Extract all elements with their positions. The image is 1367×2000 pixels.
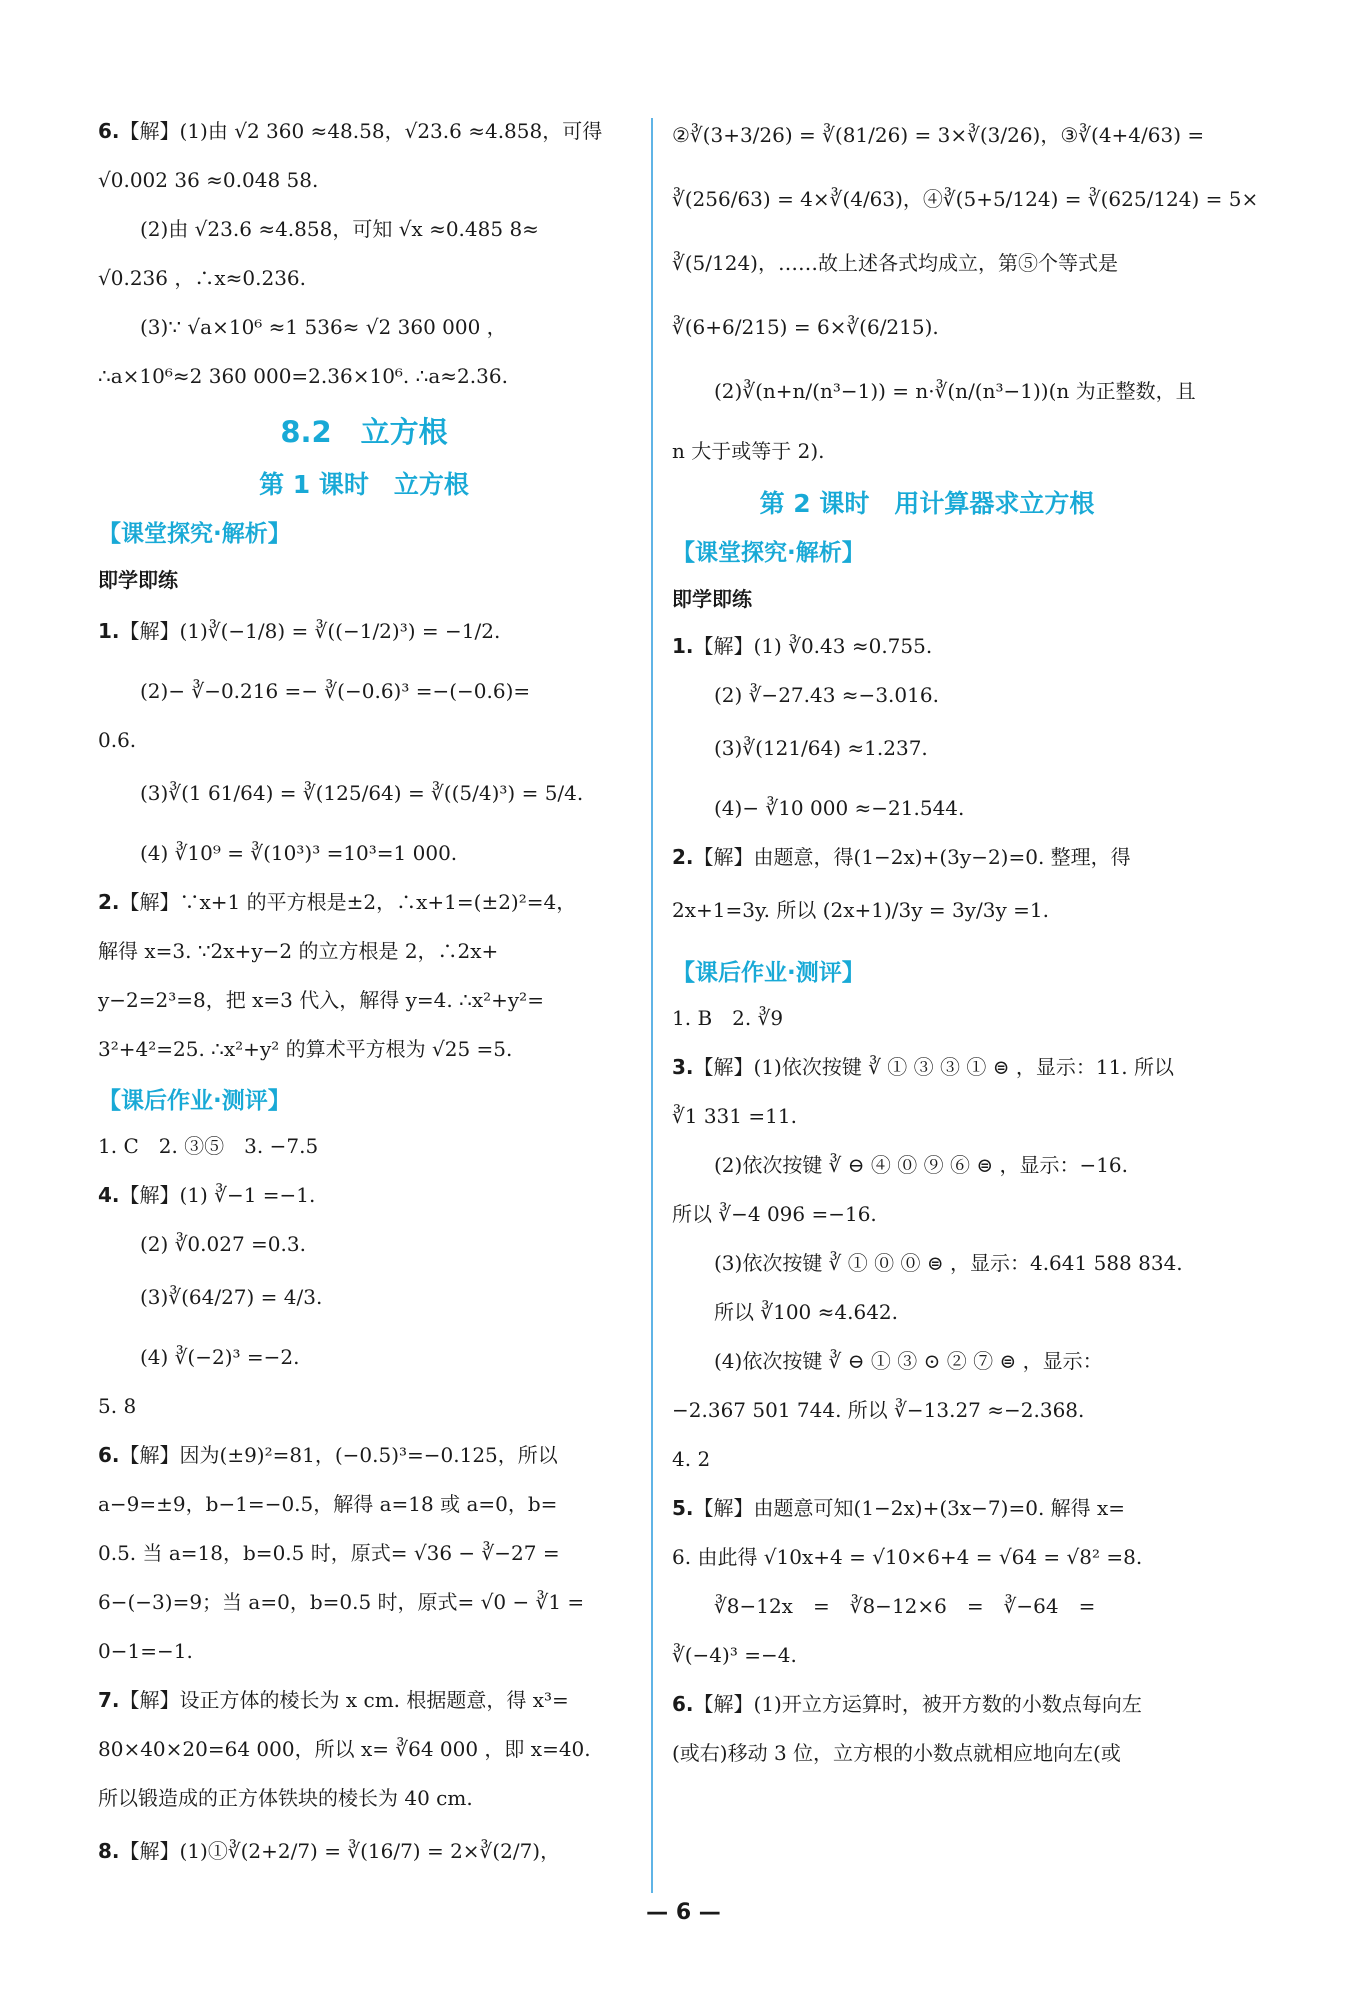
text-line bbox=[672, 1299, 1182, 1325]
section-title bbox=[98, 412, 630, 452]
right-column bbox=[672, 118, 1259, 1789]
section-heading bbox=[672, 537, 1182, 569]
line-text: (4) ∛(−2)³ =−2. bbox=[140, 1345, 300, 1369]
text-line bbox=[98, 1036, 630, 1062]
line-text: y−2=2³=8，把 x=3 代入，解得 y=4. ∴x²+y²= bbox=[98, 988, 544, 1012]
line-text: 5. 8 bbox=[98, 1394, 137, 1418]
text-line bbox=[672, 1250, 1182, 1276]
text-line bbox=[98, 840, 630, 866]
line-text: (3)∵ √a×10⁶ ≈1 536≈ √2 360 000 ， bbox=[140, 315, 507, 339]
text-line bbox=[98, 216, 630, 242]
subheading bbox=[98, 566, 630, 594]
text-line bbox=[672, 438, 1182, 464]
text-line bbox=[98, 1638, 630, 1664]
line-text: (3)∛(121/64) ≈1.237. bbox=[714, 736, 928, 760]
text-line bbox=[672, 1103, 1182, 1129]
text-line bbox=[672, 1740, 1182, 1766]
text-line bbox=[672, 1593, 1182, 1619]
line-text: 8.2 立方根 bbox=[280, 415, 448, 449]
page-number: — 6 — bbox=[646, 1900, 721, 1925]
line-text: 【课后作业·测评】 bbox=[672, 960, 865, 986]
text-line bbox=[672, 1446, 1182, 1472]
question-number: 1. bbox=[672, 634, 694, 658]
lesson-title bbox=[672, 487, 1182, 521]
text-line bbox=[98, 1491, 630, 1517]
section-heading bbox=[98, 518, 630, 550]
subheading bbox=[672, 585, 1182, 613]
line-text: 【解】(1) ∛0.43 ≈0.755. bbox=[693, 634, 933, 658]
line-text: (或右)移动 3 位，立方根的小数点就相应地向左(或 bbox=[672, 1741, 1121, 1765]
text-line bbox=[98, 1280, 630, 1314]
line-text: 3²+4²=25. ∴x²+y² 的算术平方根为 √25 =5. bbox=[98, 1037, 513, 1061]
question-number: 2. bbox=[672, 845, 694, 869]
question-number: 4. bbox=[98, 1183, 120, 1207]
line-text: ∛(−4)³ =−4. bbox=[672, 1643, 797, 1667]
text-line bbox=[98, 1540, 630, 1566]
line-text: 2x+1=3y. 所以 (2x+1)/3y = 3y/3y =1. bbox=[672, 898, 1049, 922]
text-line bbox=[672, 731, 1182, 765]
left-column bbox=[98, 118, 630, 1898]
text-line bbox=[98, 889, 630, 915]
column-divider bbox=[651, 118, 653, 1893]
text-line bbox=[672, 1348, 1182, 1374]
text-line bbox=[98, 987, 630, 1013]
line-text: (2) ∛0.027 =0.3. bbox=[140, 1232, 306, 1256]
text-line bbox=[672, 1642, 1182, 1668]
line-text: 6−(−3)=9；当 a=0，b=0.5 时，原式= √0 − ∛1 = bbox=[98, 1590, 585, 1614]
text-line bbox=[672, 1005, 1182, 1031]
text-line bbox=[98, 938, 630, 964]
text-line bbox=[98, 614, 630, 648]
line-text: ∛(6+6/215) = 6×∛(6/215). bbox=[672, 315, 939, 339]
line-text: 所以锻造成的正方体铁块的棱长为 40 cm. bbox=[98, 1786, 473, 1810]
line-text: 【解】由题意可知(1−2x)+(3x−7)=0. 解得 x= bbox=[693, 1496, 1126, 1520]
text-line bbox=[98, 314, 630, 340]
text-line bbox=[98, 1834, 630, 1868]
text-line bbox=[98, 1133, 630, 1159]
line-text: ∴a×10⁶≈2 360 000=2.36×10⁶. ∴a≈2.36. bbox=[98, 364, 508, 388]
question-number: 2. bbox=[98, 890, 120, 914]
question-number: 3. bbox=[672, 1055, 694, 1079]
line-text: 第 1 课时 立方根 bbox=[259, 470, 469, 499]
line-text: 【解】由题意，得(1−2x)+(3y−2)=0. 整理，得 bbox=[693, 845, 1131, 869]
question-number: 5. bbox=[672, 1496, 694, 1520]
text-line bbox=[98, 1393, 630, 1419]
text-line bbox=[98, 265, 630, 291]
line-text: 0.5. 当 a=18，b=0.5 时，原式= √36 − ∛−27 = bbox=[98, 1541, 560, 1565]
line-text: 80×40×20=64 000，所以 x= ∛64 000 ，即 x=40. bbox=[98, 1737, 591, 1761]
line-text: 【课后作业·测评】 bbox=[98, 1088, 291, 1114]
text-line bbox=[672, 1201, 1182, 1227]
question-number: 6. bbox=[672, 1692, 694, 1716]
line-text: (4)依次按键 ∛ ⊖ ① ③ ⊙ ② ⑦ ⊜ ，显示： bbox=[714, 1349, 1103, 1373]
text-line bbox=[98, 167, 630, 193]
line-text: 【解】设正方体的棱长为 x cm. 根据题意，得 x³= bbox=[119, 1688, 569, 1712]
question-number: 6. bbox=[98, 1443, 120, 1467]
line-text: 【解】∵x+1 的平方根是±2，∴x+1=(±2)²=4， bbox=[119, 890, 577, 914]
text-line bbox=[672, 118, 1205, 152]
line-text: ②∛(3+3/26) = ∛(81/26) = 3×∛(3/26)，③∛(4+4/63) = bbox=[672, 123, 1205, 147]
text-line bbox=[672, 1544, 1182, 1570]
line-text: 1. B 2. ∛9 bbox=[672, 1006, 784, 1030]
line-text: 所以 ∛100 ≈4.642. bbox=[714, 1300, 899, 1324]
section-heading bbox=[98, 1085, 630, 1117]
line-text: (2)∛(n+n/(n³−1)) = n·∛(n/(n³−1))(n 为正整数，且 bbox=[714, 379, 1196, 403]
text-line bbox=[98, 1344, 630, 1370]
text-line bbox=[672, 246, 1182, 280]
line-text: (2) ∛−27.43 ≈−3.016. bbox=[714, 683, 939, 707]
line-text: 4. 2 bbox=[672, 1447, 711, 1471]
lesson-title bbox=[98, 468, 630, 502]
text-line bbox=[98, 727, 630, 753]
text-line bbox=[672, 682, 1182, 708]
question-number: 1. bbox=[98, 619, 120, 643]
text-line bbox=[672, 1397, 1182, 1423]
line-text: 6. 由此得 √10x+4 = √10×6+4 = √64 = √8² =8. bbox=[672, 1545, 1143, 1569]
text-line bbox=[98, 118, 630, 144]
text-line bbox=[98, 678, 630, 704]
text-line bbox=[672, 310, 1182, 344]
text-line bbox=[672, 844, 1182, 870]
line-text: ∛(256/63) = 4×∛(4/63)，④∛(5+5/124) = ∛(625/124) = 5× bbox=[672, 187, 1259, 211]
text-line bbox=[672, 1691, 1182, 1717]
line-text: ∛1 331 =11. bbox=[672, 1104, 797, 1128]
line-text: 即学即练 bbox=[98, 568, 178, 592]
line-text: 第 2 课时 用计算器求立方根 bbox=[759, 489, 1095, 518]
line-text: (4)− ∛10 000 ≈−21.544. bbox=[714, 796, 965, 820]
question-number: 6. bbox=[98, 119, 120, 143]
text-line bbox=[672, 1495, 1182, 1521]
text-line bbox=[672, 633, 1182, 659]
line-text: (4) ∛10⁹ = ∛(10³)³ =10³=1 000. bbox=[140, 841, 458, 865]
section-heading bbox=[672, 957, 1182, 989]
line-text: 【解】(1)依次按键 ∛ ① ③ ③ ① ⊜ ，显示：11. 所以 bbox=[693, 1055, 1175, 1079]
line-text: ∛(5/124)，……故上述各式均成立，第⑤个等式是 bbox=[672, 251, 1118, 275]
text-line bbox=[98, 1589, 630, 1615]
text-line bbox=[98, 1736, 630, 1762]
text-line bbox=[672, 374, 1196, 408]
line-text: (2)− ∛−0.216 =− ∛(−0.6)³ =−(−0.6)= bbox=[140, 679, 531, 703]
line-text: ∛8−12x = ∛8−12×6 = ∛−64 = bbox=[714, 1594, 1096, 1618]
line-text: 【解】(1) ∛−1 =−1. bbox=[119, 1183, 316, 1207]
line-text: 【解】(1)①∛(2+2/7) = ∛(16/7) = 2×∛(2/7)， bbox=[119, 1839, 561, 1863]
line-text: √0.002 36 ≈0.048 58. bbox=[98, 168, 319, 192]
line-text: 【课堂探究·解析】 bbox=[672, 540, 865, 566]
line-text: 【解】因为(±9)²=81，(−0.5)³=−0.125，所以 bbox=[119, 1443, 558, 1467]
line-text: 解得 x=3. ∵2x+y−2 的立方根是 2，∴2x+ bbox=[98, 939, 499, 963]
line-text: 【解】(1)开立方运算时，被开方数的小数点每向左 bbox=[693, 1692, 1142, 1716]
text-line bbox=[672, 1054, 1182, 1080]
line-text: n 大于或等于 2). bbox=[672, 439, 825, 463]
text-line bbox=[98, 1687, 630, 1713]
line-text: (3)∛(64/27) = 4/3. bbox=[140, 1285, 323, 1309]
line-text: 0−1=−1. bbox=[98, 1639, 193, 1663]
line-text: 【解】(1)由 √2 360 ≈48.58，√23.6 ≈4.858，可得 bbox=[119, 119, 603, 143]
line-text: 1. C 2. ③⑤ 3. −7.5 bbox=[98, 1134, 319, 1158]
line-text: (2)由 √23.6 ≈4.858，可知 √x ≈0.485 8≈ bbox=[140, 217, 539, 241]
line-text: 【解】(1)∛(−1/8) = ∛((−1/2)³) = −1/2. bbox=[119, 619, 501, 643]
text-line bbox=[672, 893, 1182, 927]
line-text: 【课堂探究·解析】 bbox=[98, 521, 291, 547]
text-line bbox=[672, 795, 1182, 821]
line-text: 即学即练 bbox=[672, 587, 752, 611]
line-text: a−9=±9，b−1=−0.5，解得 a=18 或 a=0，b= bbox=[98, 1492, 558, 1516]
line-text: √0.236 ，∴x≈0.236. bbox=[98, 266, 307, 290]
text-line bbox=[98, 363, 630, 389]
text-line bbox=[98, 1442, 630, 1468]
text-line bbox=[672, 182, 1259, 216]
text-line bbox=[98, 1182, 630, 1208]
line-text: 0.6. bbox=[98, 728, 137, 752]
line-text: (2)依次按键 ∛ ⊖ ④ ⓪ ⑨ ⑥ ⊜ ，显示：−16. bbox=[714, 1153, 1129, 1177]
line-text: −2.367 501 744. 所以 ∛−13.27 ≈−2.368. bbox=[672, 1398, 1085, 1422]
text-line bbox=[98, 1231, 630, 1257]
line-text: (3)∛(1 61/64) = ∛(125/64) = ∛((5/4)³) = 5/4. bbox=[140, 781, 584, 805]
line-text: (3)依次按键 ∛ ① ⓪ ⓪ ⊜ ，显示：4.641 588 834. bbox=[714, 1251, 1183, 1275]
line-text: 所以 ∛−4 096 =−16. bbox=[672, 1202, 877, 1226]
text-line bbox=[98, 1785, 630, 1811]
text-line bbox=[672, 1152, 1182, 1178]
text-line bbox=[98, 776, 630, 810]
question-number: 7. bbox=[98, 1688, 120, 1712]
question-number: 8. bbox=[98, 1839, 120, 1863]
